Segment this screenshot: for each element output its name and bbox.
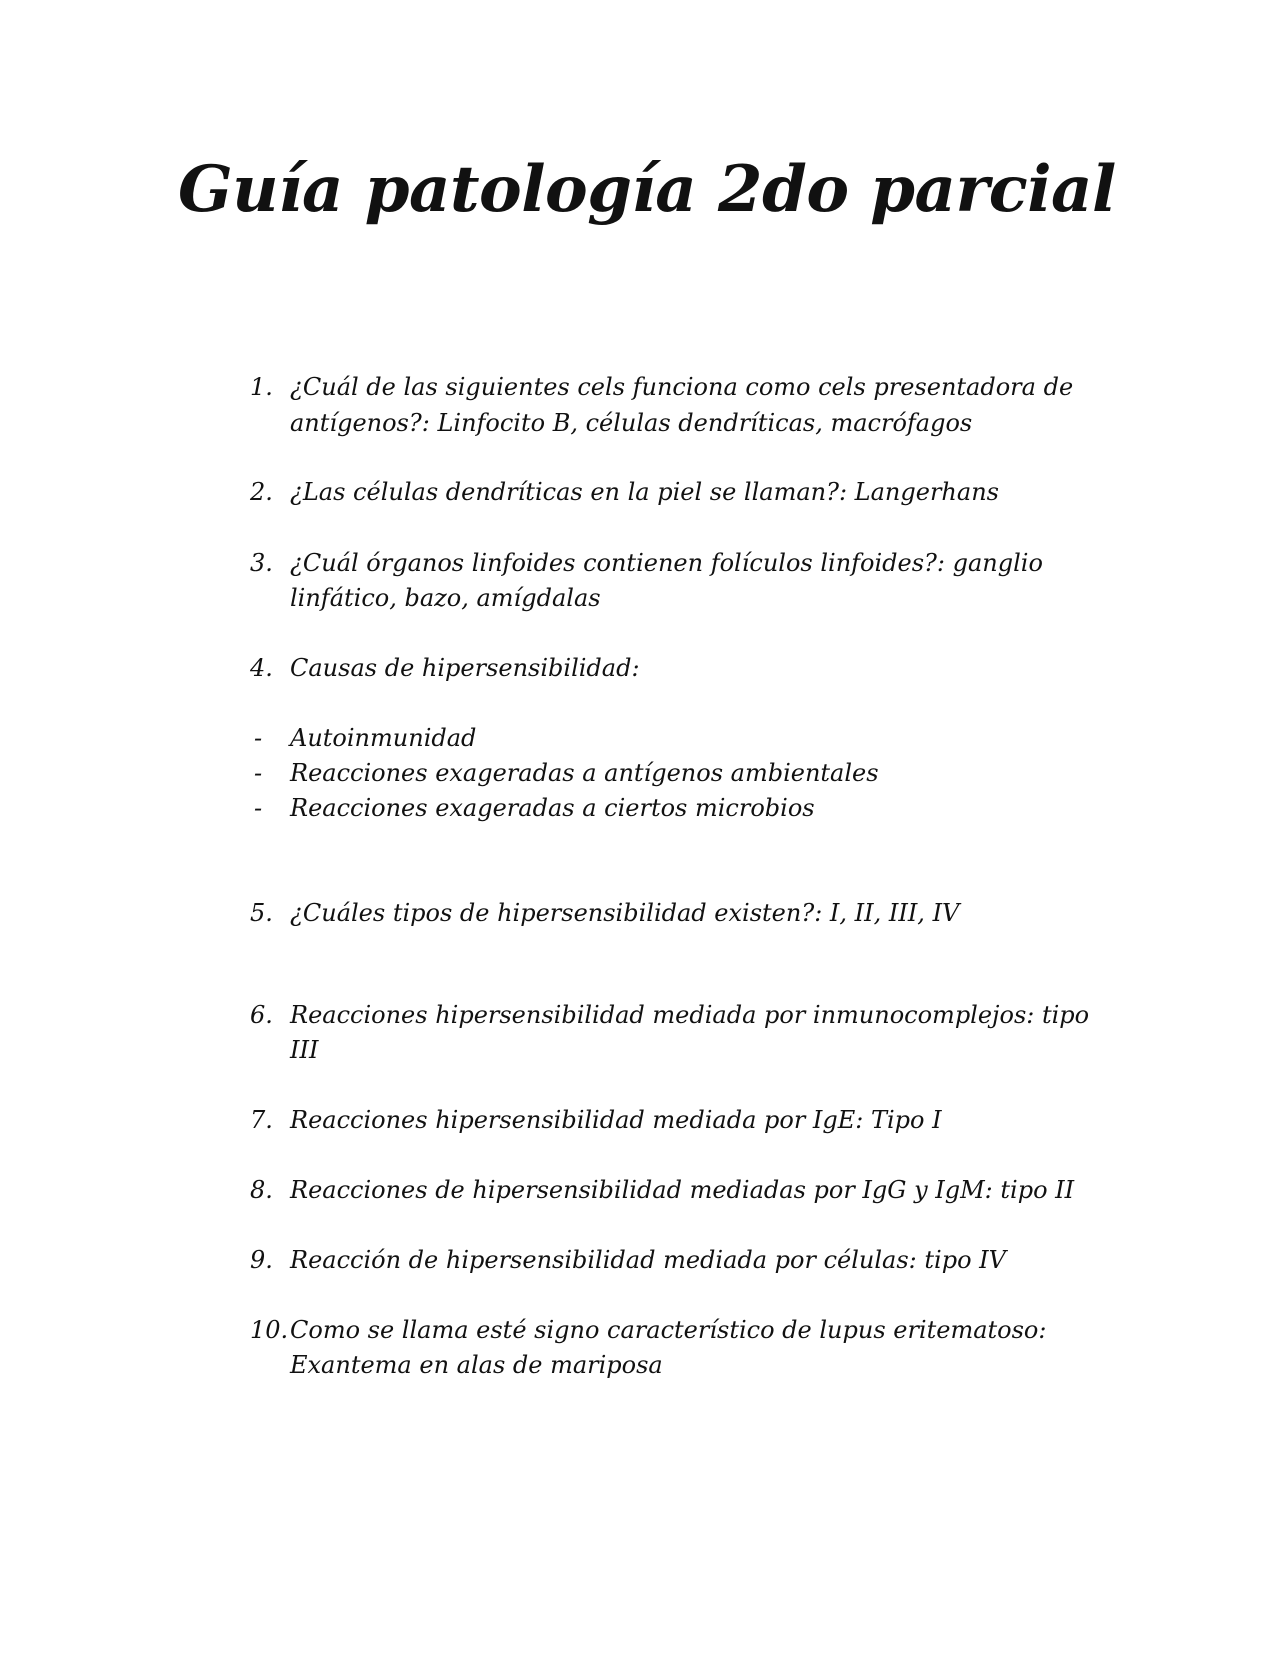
question-text-line: ¿Cuál órganos linfoides contienen folículos linfoides?: ganglio: [290, 549, 1043, 577]
question-text-line: Como se llama esté signo característico de lupus eritematoso:: [290, 1316, 1047, 1344]
question-text-line: linfático, bazo, amígdalas: [290, 584, 601, 612]
list-item-text: Reacciones exageradas a antígenos ambientales: [290, 759, 879, 787]
question-number: 6.: [250, 1001, 273, 1029]
question-text-line: III: [290, 1036, 319, 1064]
question-text-line: Exantema en alas de mariposa: [290, 1351, 663, 1379]
bullet-dash: -: [254, 724, 263, 752]
bullet-dash: -: [254, 794, 263, 822]
question-text-line: Causas de hipersensibilidad:: [290, 654, 640, 682]
question-text-line: ¿Cuál de las siguientes cels funciona como cels presentadora de: [290, 373, 1074, 401]
question-number: 4.: [250, 654, 273, 682]
question-number: 10.: [250, 1316, 289, 1344]
bullet-dash: -: [254, 759, 263, 787]
list-item-text: Autoinmunidad: [290, 724, 477, 752]
question-text-line: ¿Las células dendríticas en la piel se llaman?: Langerhans: [290, 478, 999, 506]
question-text-line: Reacciones hipersensibilidad mediada por inmunocomplejos: tipo: [290, 1001, 1090, 1029]
question-number: 7.: [250, 1106, 273, 1134]
question-number: 5.: [250, 899, 273, 927]
question-number: 3.: [250, 549, 273, 577]
question-text-line: Reacciones hipersensibilidad mediada por IgE: Tipo I: [290, 1106, 942, 1134]
question-number: 8.: [250, 1176, 273, 1204]
question-number: 9.: [250, 1246, 273, 1274]
question-text-line: Reacción de hipersensibilidad mediada por células: tipo IV: [290, 1246, 1006, 1274]
question-text-line: ¿Cuáles tipos de hipersensibilidad existen?: I, II, III, IV: [290, 899, 960, 927]
question-number: 1.: [250, 373, 273, 401]
page-title: Guía patología 2do parcial: [178, 152, 1116, 227]
question-text-line: Reacciones de hipersensibilidad mediadas por IgG y IgM: tipo II: [290, 1176, 1075, 1204]
list-item-text: Reacciones exageradas a ciertos microbios: [290, 794, 815, 822]
question-number: 2.: [250, 478, 273, 506]
question-text-line: antígenos?: Linfocito B, células dendríticas, macrófagos: [290, 409, 973, 437]
